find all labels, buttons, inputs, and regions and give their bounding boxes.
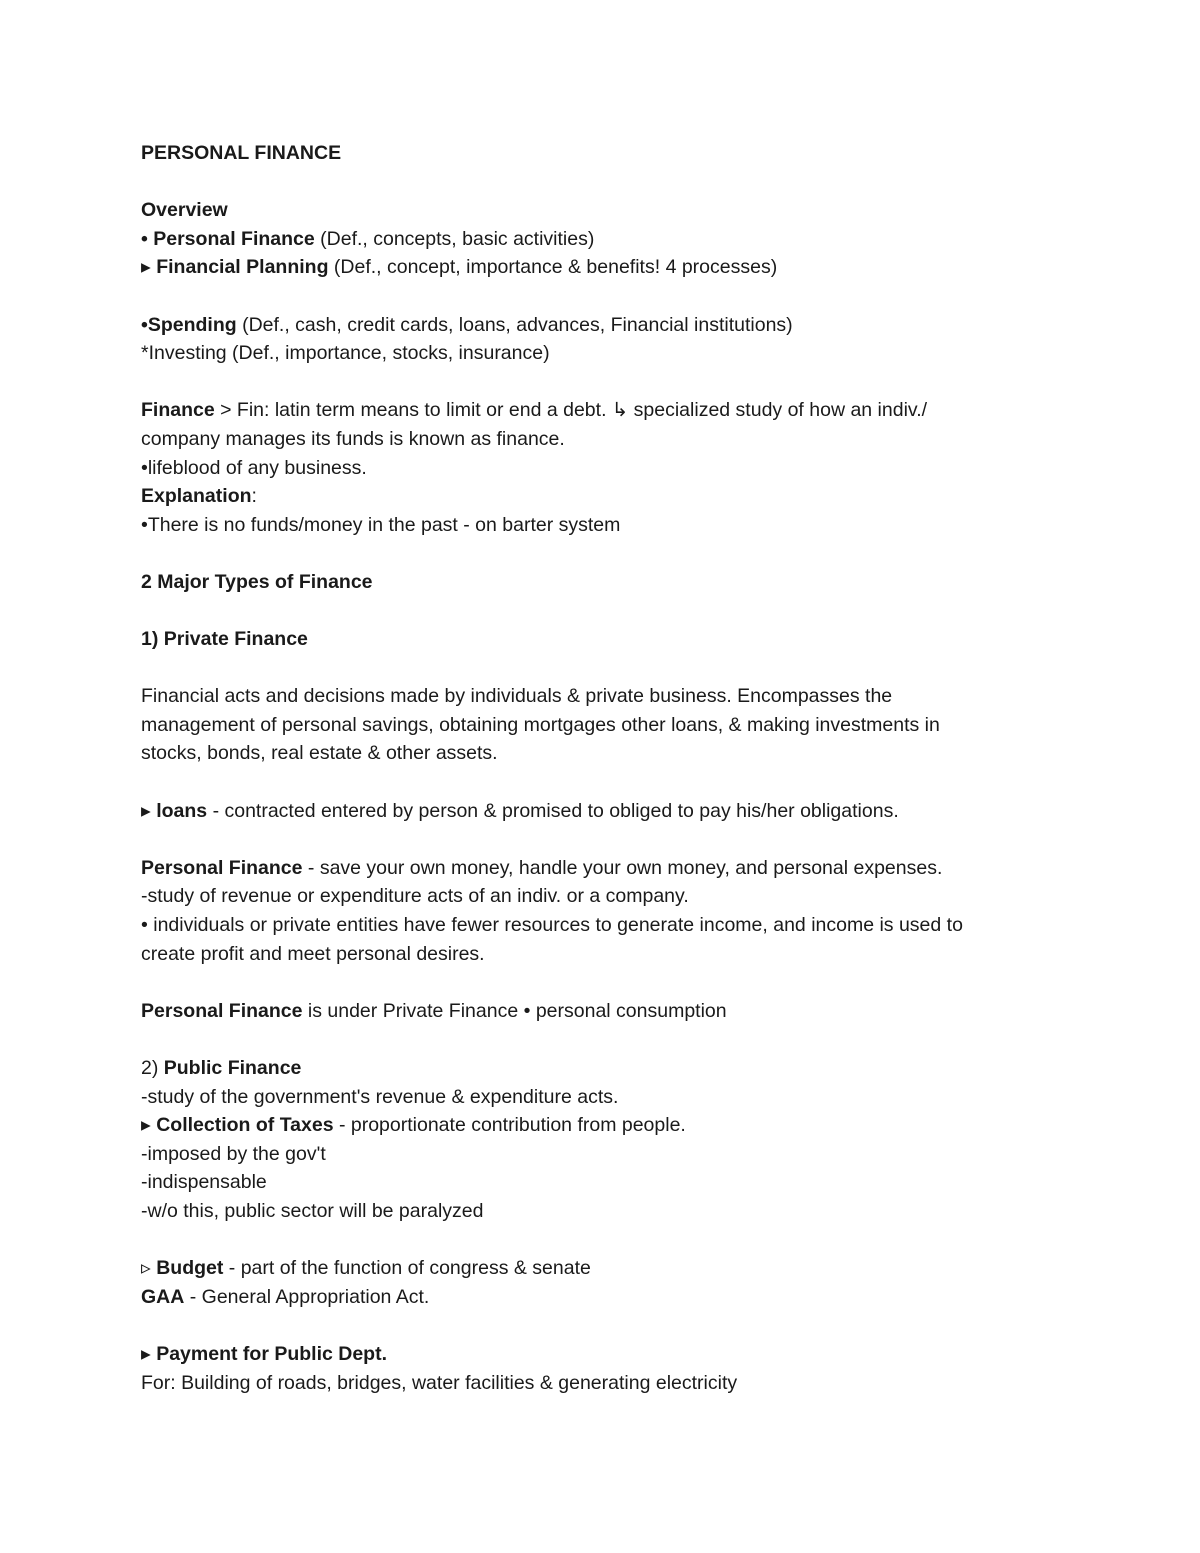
taxes-paralyzed: -w/o this, public sector will be paralyzed: [141, 1199, 484, 1222]
spacer: [141, 654, 1081, 683]
personal-finance-under-private: Personal Finance is under Private Finance • personal consumption: [141, 999, 727, 1022]
document-title: PERSONAL FINANCE: [141, 142, 342, 164]
personal-finance-resources: • individuals or private entities have fewer resources to generate income, and income is used to: [141, 914, 963, 937]
private-finance-paragraph-1: Financial acts and decisions made by individuals & private business. Encompasses the: [141, 685, 893, 708]
spacer: [141, 768, 1081, 797]
public-finance-study: -study of the government's revenue & expenditure acts.: [141, 1085, 619, 1108]
finance-definition-cont: company manages its funds is known as finance.: [141, 427, 565, 450]
document-page: [141, 139, 1081, 1397]
public-finance-heading: 2) Public Finance: [141, 1057, 302, 1079]
personal-finance-definition: Personal Finance - save your own money, handle your own money, and personal expenses.: [141, 856, 943, 879]
payment-public-dept-for: For: Building of roads, bridges, water facilities & generating electricity: [141, 1371, 738, 1394]
explanation-heading: Explanation:: [141, 485, 257, 508]
overview-item-financial-planning: ▸ Financial Planning (Def., concept, importance & benefits! 4 processes): [141, 256, 778, 279]
gaa-item: GAA - General Appropriation Act.: [141, 1285, 430, 1308]
spacer: [141, 539, 1081, 568]
spacer: [141, 1311, 1081, 1340]
overview-heading: Overview: [141, 199, 228, 222]
taxes-imposed: -imposed by the gov't: [141, 1142, 326, 1165]
spacer: [141, 1025, 1081, 1054]
explanation-text: •There is no funds/money in the past - on barter system: [141, 513, 621, 536]
budget-item: ▹ Budget - part of the function of congress & senate: [141, 1257, 591, 1280]
spacer: [141, 168, 1081, 197]
payment-public-dept: ▸ Payment for Public Dept.: [141, 1342, 387, 1365]
spacer: [141, 282, 1081, 311]
personal-finance-study: -study of revenue or expenditure acts of an indiv. or a company.: [141, 885, 689, 908]
spacer: [141, 968, 1081, 997]
overview-item-personal-finance: • Personal Finance (Def., concepts, basic activities): [141, 227, 595, 250]
private-finance-paragraph-3: stocks, bonds, real estate & other assets.: [141, 742, 498, 765]
finance-lifeblood: •lifeblood of any business.: [141, 456, 367, 479]
taxes-indispensable: -indispensable: [141, 1171, 267, 1194]
personal-finance-resources-cont: create profit and meet personal desires.: [141, 942, 485, 965]
overview-item-investing: *Investing (Def., importance, stocks, insurance): [141, 342, 550, 365]
overview-item-spending: •Spending (Def., cash, credit cards, loans, advances, Financial institutions): [141, 313, 793, 336]
private-finance-paragraph-2: management of personal savings, obtaining mortgages other loans, & making investments in: [141, 713, 940, 736]
private-finance-heading: 1) Private Finance: [141, 628, 308, 651]
spacer: [141, 597, 1081, 626]
spacer: [141, 825, 1081, 854]
finance-definition: Finance > Fin: latin term means to limit or end a debt. ↳ specialized study of how an indiv./: [141, 399, 928, 422]
types-heading: 2 Major Types of Finance: [141, 570, 373, 593]
spacer: [141, 368, 1081, 397]
loans-item: ▸ loans - contracted entered by person & promised to obliged to pay his/her obligations.: [141, 799, 899, 822]
spacer: [141, 1226, 1081, 1255]
collection-of-taxes: ▸ Collection of Taxes - proportionate contribution from people.: [141, 1114, 686, 1137]
